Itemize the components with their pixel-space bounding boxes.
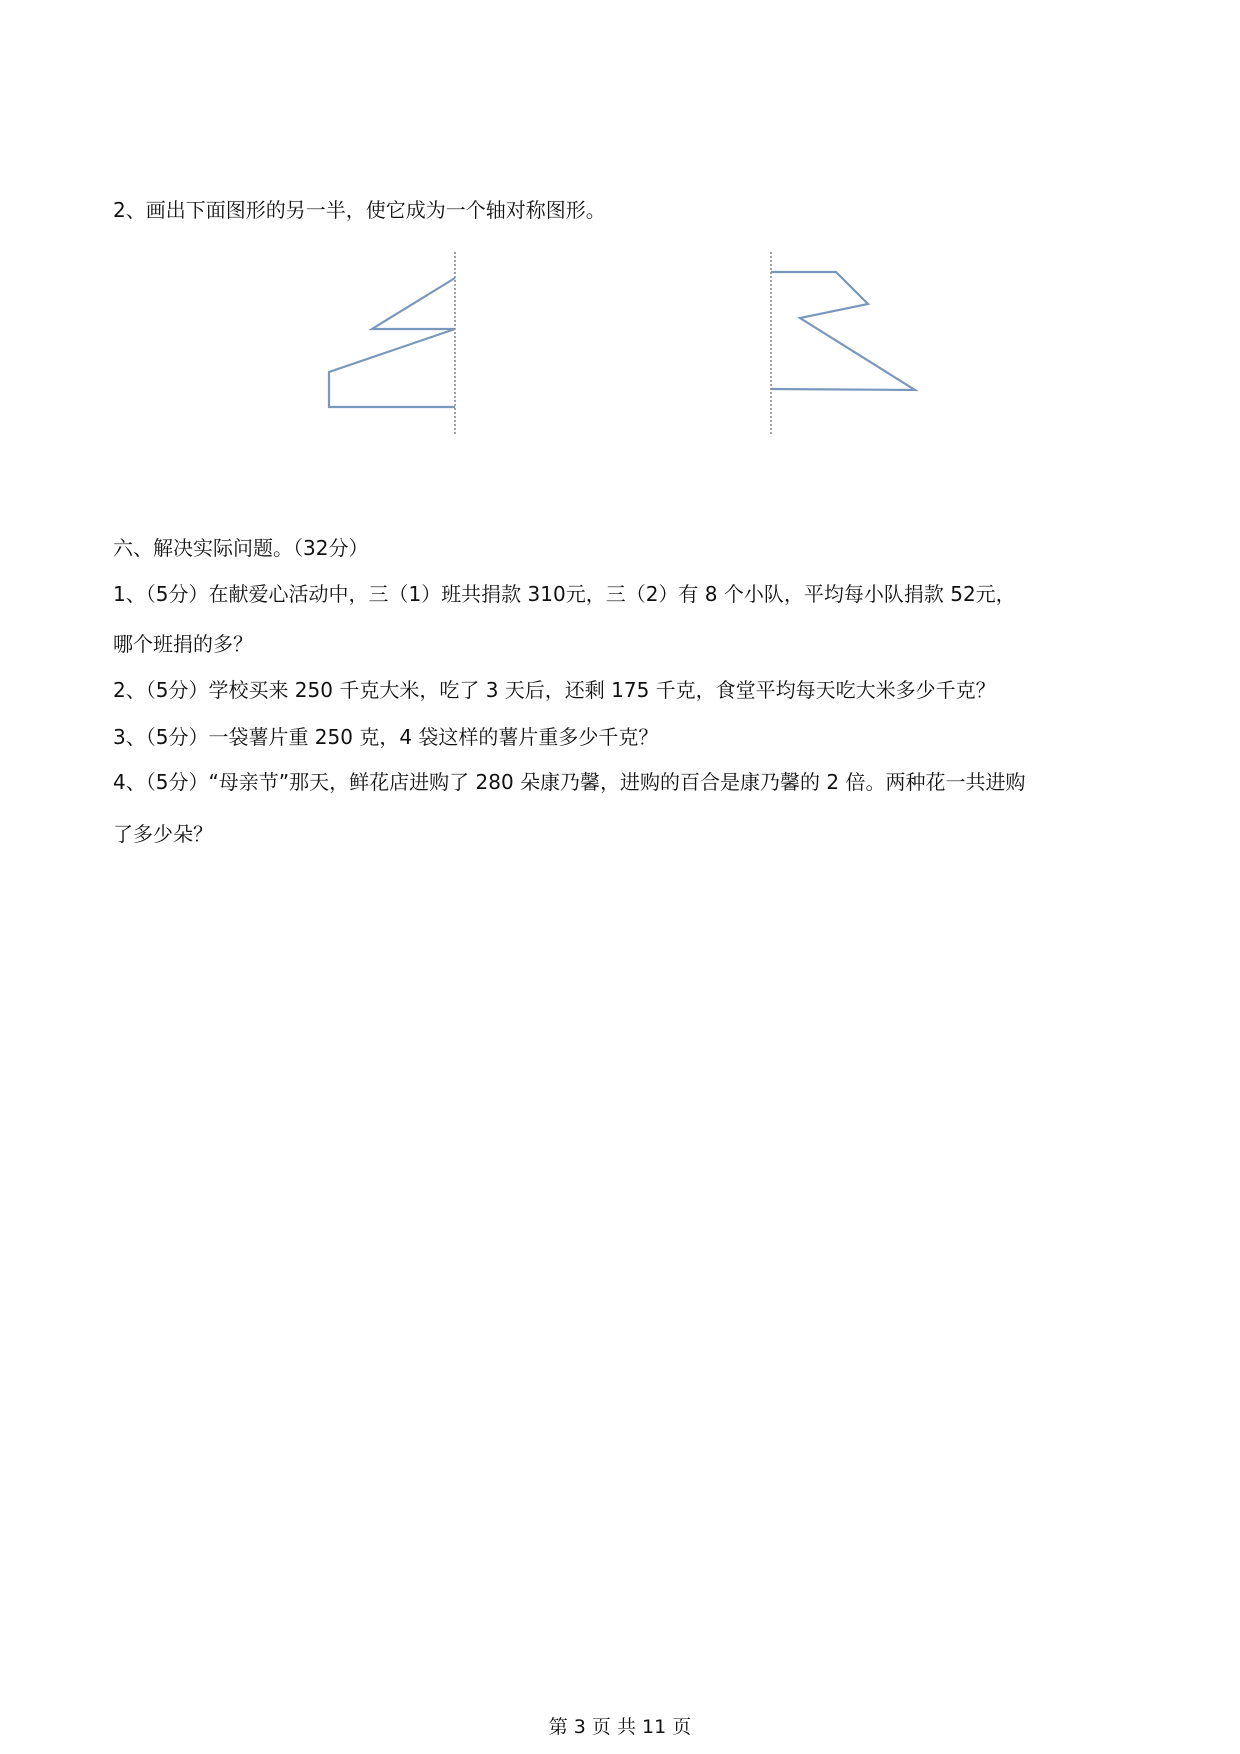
problem-1-line1: 1、（5分）在献爱心活动中，三（1）班共捐款 310元，三（2）有 8 个小队，平均每小队捐款 52元， — [113, 582, 1016, 606]
section-heading: 六、解决实际问题。（32分） — [113, 536, 369, 560]
problem-4-line1: 4、（5分）“母亲节”那天，鲜花店进购了 280 朵康乃馨，进购的百合是康乃馨的 2 倍。两种花一共进购 — [113, 770, 1026, 794]
page-number: 第 3 页 共 11 页 — [548, 1716, 692, 1738]
drawing-question-text: 2、画出下面图形的另一半，使它成为一个轴对称图形。 — [113, 198, 606, 222]
problem-1-line2: 哪个班捐的多？ — [113, 632, 253, 656]
problem-4-line2: 了多少朵？ — [113, 822, 213, 846]
problem-3: 3、（5分）一袋薯片重 250 克，4 袋这样的薯片重多少千克？ — [113, 725, 659, 749]
left-half-shape — [329, 278, 455, 407]
symmetry-figures — [0, 0, 1240, 500]
right-figure — [771, 252, 915, 434]
right-half-shape — [771, 272, 915, 390]
problem-2: 2、（5分）学校买来 250 千克大米，吃了 3 天后，还剩 175 千克，食堂平均每天吃大米多少千克？ — [113, 678, 996, 702]
left-figure — [329, 252, 455, 434]
